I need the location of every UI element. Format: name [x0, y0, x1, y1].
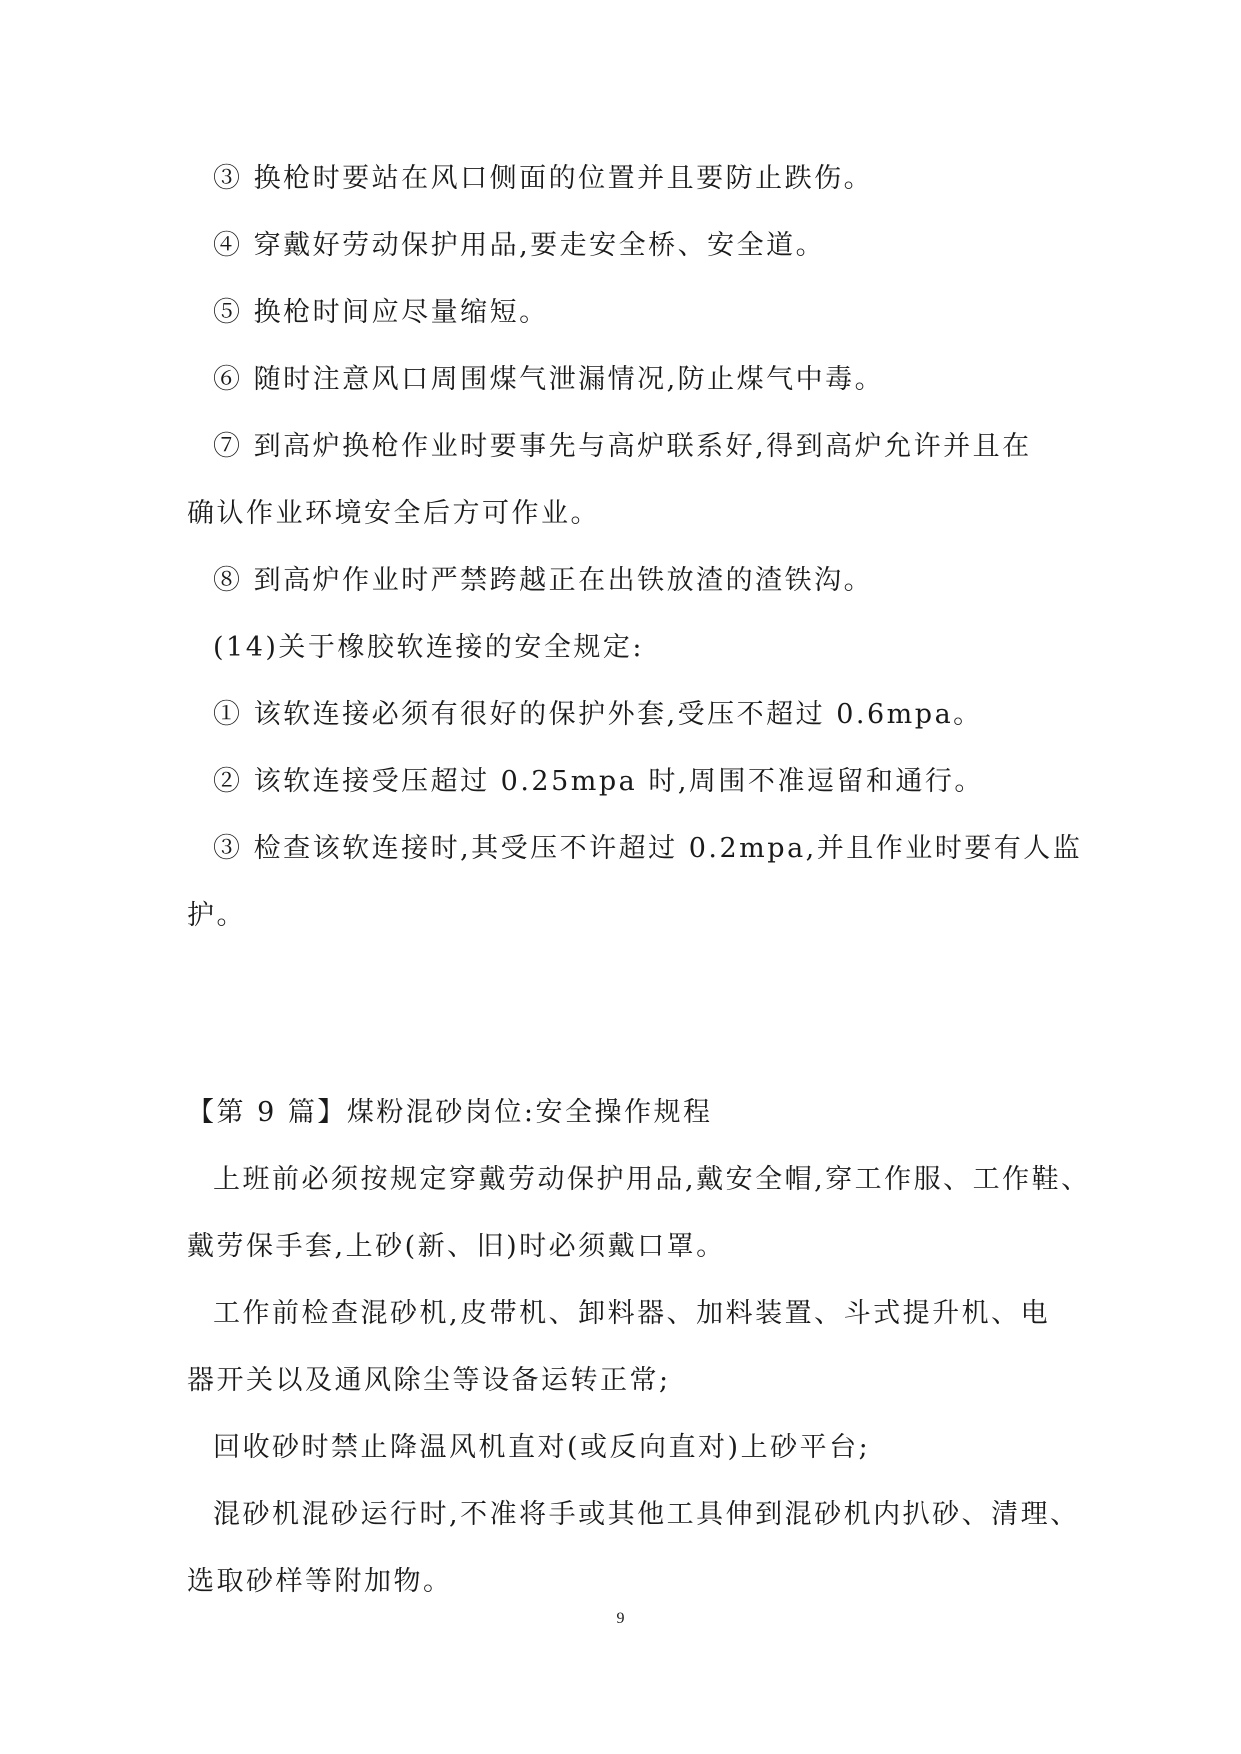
page-number: 9 — [616, 1610, 625, 1627]
text-line: 确认作业环境安全后方可作业。 — [187, 498, 600, 529]
text-line: ⑧ 到高炉作业时严禁跨越正在出铁放渣的渣铁沟。 — [213, 565, 874, 596]
chapter-title: 【第 9 篇】煤粉混砂岗位:安全操作规程 — [187, 1097, 713, 1128]
section-heading: (14)关于橡胶软连接的安全规定: — [213, 632, 645, 663]
text-line: 戴劳保手套,上砂(新、旧)时必须戴口罩。 — [187, 1231, 726, 1262]
text-line: 回收砂时禁止降温风机直对(或反向直对)上砂平台; — [213, 1432, 871, 1463]
text-line: ④ 穿戴好劳动保护用品,要走安全桥、安全道。 — [213, 230, 826, 261]
text-line: ③ 换枪时要站在风口侧面的位置并且要防止跌伤。 — [213, 163, 874, 194]
text-line: ⑥ 随时注意风口周围煤气泄漏情况,防止煤气中毒。 — [213, 364, 885, 395]
text-line: 混砂机混砂运行时,不准将手或其他工具伸到混砂机内扒砂、清理、 — [213, 1499, 1080, 1530]
text-line: 护。 — [187, 900, 246, 931]
text-line: ① 该软连接必须有很好的保护外套,受压不超过 0.6mpa。 — [213, 699, 983, 730]
text-line: 上班前必须按规定穿戴劳动保护用品,戴安全帽,穿工作服、工作鞋、 — [213, 1164, 1091, 1195]
text-line: ⑦ 到高炉换枪作业时要事先与高炉联系好,得到高炉允许并且在 — [213, 431, 1032, 462]
text-line: ② 该软连接受压超过 0.25mpa 时,周围不准逗留和通行。 — [213, 766, 984, 797]
text-line: 选取砂样等附加物。 — [187, 1566, 453, 1597]
text-line: 工作前检查混砂机,皮带机、卸料器、加料装置、斗式提升机、电 — [213, 1298, 1051, 1329]
text-line: ⑤ 换枪时间应尽量缩短。 — [213, 297, 549, 328]
text-line: ③ 检查该软连接时,其受压不许超过 0.2mpa,并且作业时要有人监 — [213, 833, 1083, 864]
text-line: 器开关以及通风除尘等设备运转正常; — [187, 1365, 671, 1396]
